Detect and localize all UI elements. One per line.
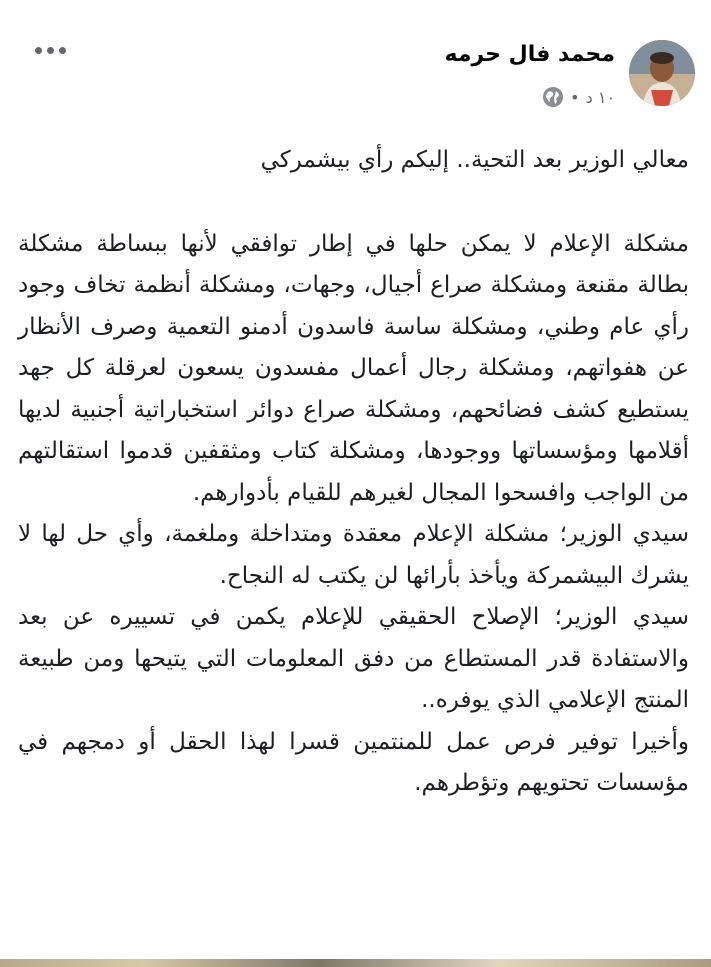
more-horizontal-icon[interactable] [30, 40, 70, 60]
post-paragraph: معالي الوزير بعد التحية.. إليكم رأي بيشمركي [260, 147, 689, 173]
post-paragraph: سيدي الوزير؛ مشكلة الإعلام معقدة ومتداخلة وملغمة، وأي حل لها لا يشرك البيشمركة ويأخذ بأرائها لن يكتب له النجاح. [18, 521, 689, 589]
author-avatar[interactable] [629, 40, 695, 106]
post-paragraph: مشكلة الإعلام لا يمكن حلها في إطار توافقي لأنها ببساطة مشكلة بطالة مقنعة ومشكلة صراع أجيال، وجهات، ومشكلة أنظمة تخاف وجود رأي عام وطني، ومشكلة ساسة فاسدون أدمنو التعمية وصرف الأنظار عن هفواتهم، ومشكلة رجال أعمال مفسدون يسعون لعرقلة كل جهد يستطيع كشف فضائحهم، ومشكلة صراع دوائر استخباراتية أجنبية لديها أقلامها ومؤسساتها ووجودها، ومشكلة كتاب ومثقفين قدموا استقالتهم من الواجب وافسحوا المجال لغيرهم للقيام بأدوارهم. [18, 230, 689, 506]
post-header [0, 26, 711, 126]
author-name[interactable]: محمد فال حرمه [444, 42, 615, 67]
next-post-image-edge [0, 959, 711, 967]
avatar-image [629, 40, 695, 106]
post-time[interactable]: ١٠ د [585, 87, 615, 107]
meta-separator: • [570, 87, 580, 107]
more-dot [35, 47, 42, 54]
more-dot [47, 47, 54, 54]
post-meta [542, 86, 615, 108]
post-paragraph: وأخيرا توفير فرص عمل للمنتمين قسرا لهذا الحقل أو دمجهم في مؤسسات تحتويهم وتؤطرهم. [18, 728, 689, 796]
globe-icon[interactable] [542, 86, 564, 108]
more-dot [59, 47, 66, 54]
post-body [18, 140, 689, 805]
post-paragraph: سيدي الوزير؛ الإصلاح الحقيقي للإعلام يكمن في تسييره عن بعد والاستفادة قدر المستطاع من دفق المعلومات التي يتيحها ومن طبيعة المنتج الإعلامي الذي يوفره.. [18, 604, 689, 713]
